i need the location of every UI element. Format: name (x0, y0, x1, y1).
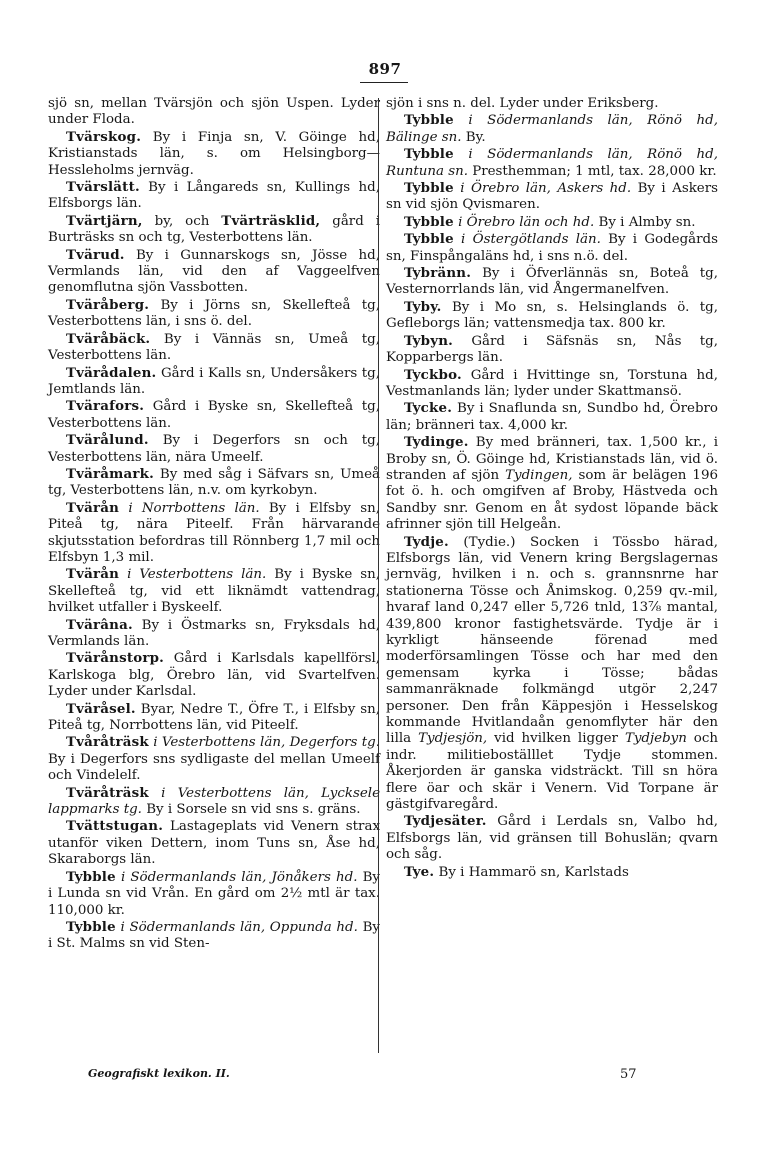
lexicon-entry (48, 617, 380, 651)
entry-headword: Tväråsel. (66, 700, 136, 717)
entry-headword: Tybränn. (404, 265, 472, 282)
right-column (386, 96, 718, 881)
entry-text: vid hvilken ligger (487, 731, 625, 747)
entry-text: (Tydie.) Socken i Tössbo härad, Elfsborgs län, vid Venern kring Bergslagernas jernväg, hvilken i n. och s. grannsnrne har stationerna Tösse och Ånimskog. 0,259 qv.-mil, hvaraf land 0,247 eller 5,726 tnld, 13⅞ mantal, 439,800 kronor fastighetsvärde. Tydje är i kyrkligt hänseende förenad med moderförsamlingen Tösse och har med den gemensam kyrka i Tösse; bådas sammanräknade folkmängd utgör 2,247 personer. Den från Käppesjön i Hesselskog kommande Hvitlandaån genomflyter här den lilla (386, 534, 718, 747)
entry-headword: Tvärud. (66, 246, 125, 263)
entry-text: Gård i Hvittinge sn, Torstuna hd, Vestmanlands län; lyder under Skattmansö. (386, 367, 718, 399)
entry-text: By i Byske sn, Skellefteå tg, vid ett liknämdt vattendrag, hvilket utfaller i Byskeelf. (48, 567, 380, 616)
entry-headword: Tydje. (404, 533, 449, 550)
entry-location: i Örebro län, Askers hd. (453, 181, 632, 197)
lexicon-entry (386, 265, 718, 299)
entry-text: By i Degerfors sn och tg, Vesterbottens län, nära Umeelf. (48, 433, 380, 465)
entry-headword: Tvärån (66, 499, 120, 516)
entry-text: By i Långareds sn, Kullings hd, Elfsborgs län. (48, 180, 380, 212)
entry-text: och indr. militieboställlet Tydje stommen. Åkerjorden är ganska vidsträckt. Till sn höra flere öar och skär i Venern. Vid Torpane är gästgifvaregård. (386, 731, 718, 813)
entry-text: By i Degerfors sns sydligaste del mellan Umeelf och Vindelelf. (48, 751, 380, 784)
lexicon-entry (48, 213, 380, 247)
entry-text: gård i Burträsks sn och tg, Vesterbottens län. (48, 213, 380, 246)
lexicon-entry (386, 864, 718, 881)
entry-location: i Vesterbottens län, Degerfors tg. (148, 735, 380, 751)
entry-headword: Tvärådalen. (66, 364, 157, 381)
lexicon-entry (48, 500, 380, 567)
entry-text: Gård i Byske sn, Skellefteå tg, Vesterbottens län. (48, 399, 380, 431)
footer-source: Geografiskt lexikon. II. (88, 1067, 230, 1080)
entry-text: sjö sn, mellan Tvärsjön och sjön Uspen. Lyder under Floda. (48, 96, 380, 128)
lexicon-entry (386, 534, 718, 814)
entry-headword: Tvärån (66, 566, 120, 583)
entry-text: By i Sorsele sn vid sns s. gräns. (141, 802, 361, 818)
entry-text: By i Gunnarskogs sn, Jösse hd, Vermlands län, vid den af Vaggeelfven genomflutna sjön Vassbotten. (48, 247, 380, 296)
entry-headword: Tvättstugan. (66, 818, 164, 835)
entry-text: By med bränneri, tax. 1,500 kr., i Broby sn, Ö. Göinge hd, Kristianstads län, vid ö. stranden af sjön (386, 435, 718, 483)
lexicon-entry (48, 566, 380, 616)
entry-headword: Tybble (66, 918, 116, 935)
lexicon-entry (48, 919, 380, 953)
entry-headword: Tydjesäter. (404, 813, 487, 830)
lexicon-entry (48, 869, 380, 919)
header-rule (360, 82, 408, 83)
entry-headword: Tye. (404, 863, 435, 880)
entry-text: By i Elfsby sn, Piteå tg, nära Piteelf. Från härvarande skjutsstation befordras till Rönnberg 1,7 mil och Elfsbyn 1,3 mil. (48, 500, 380, 565)
entry-location: i Vesterbottens län, Lycksele lappmarks tg. (48, 785, 380, 818)
entry-headword: Tvärånstorp. (66, 650, 165, 667)
entry-text: By i Godegårds sn, Finspångaläns hd, i sns n.ö. del. (386, 232, 718, 264)
entry-text: by, och (142, 213, 222, 229)
entry-headword: Tväråträsk (66, 784, 149, 801)
entry-text: By i Mo sn, s. Helsinglands ö. tg, Gefleborgs län; vattensmedja tax. 800 kr. (386, 299, 718, 332)
entry-text: Lastageplats vid Venern strax utanför viken Dettern, inom Tuns sn, Åse hd, Skaraborgs län. (48, 819, 380, 868)
lexicon-entry (48, 701, 380, 735)
entry-headword: Tybble (66, 868, 116, 885)
entry-location: i Södermanlands län, Oppunda hd. (115, 919, 358, 935)
entry-italic-name: Tydingen, (505, 467, 573, 483)
lexicon-entry (48, 365, 380, 399)
lexicon-entry (386, 231, 718, 265)
entry-headword: Tybyn. (404, 332, 454, 349)
lexicon-entry (386, 214, 718, 231)
entry-headword: Tvärålund. (66, 432, 149, 449)
lexicon-entry (386, 367, 718, 401)
lexicon-entry (48, 331, 380, 365)
entry-location: i Örebro län och hd. (453, 214, 595, 230)
lexicon-entry (48, 734, 380, 784)
entry-headword: Tyby. (404, 298, 442, 315)
entry-text: Gård i Lerdals sn, Valbo hd, Elfsborgs län, vid gränsen till Bohuslän; qvarn och såg. (386, 814, 718, 863)
entry-headword: Tvärslätt. (66, 179, 140, 196)
lexicon-entry (386, 333, 718, 367)
entry-italic-name: Tydjebyn (624, 731, 687, 747)
entry-text: By. (461, 129, 486, 145)
column-divider (378, 98, 379, 1053)
lexicon-entry (386, 434, 718, 533)
entry-text: By i Östmarks sn, Fryksdals hd, Vermlands län. (48, 617, 380, 649)
entry-headword: Tycke. (404, 400, 453, 417)
entry-text: By i Jörns sn, Skellefteå tg, Vesterbottens län, i sns ö. del. (48, 297, 380, 330)
lexicon-entry (48, 297, 380, 331)
entry-headword: Tybble (404, 146, 454, 163)
page-number: 897 (368, 60, 402, 78)
entry-location: i Vesterbottens län. (119, 567, 267, 583)
entry-headword: Tybble (404, 180, 454, 197)
entry-headword: Tväråberg. (66, 296, 150, 313)
footer-sheet-number: 57 (620, 1067, 637, 1082)
entry-text: By i Finja sn, V. Göinge hd, Kristianstads län, s. om Helsingborg—Hessleholms jernväg. (48, 129, 380, 178)
entry-text: By i Lunda sn vid Vrån. En gård om 2½ mtl är tax. 110,000 kr. (48, 869, 380, 918)
entry-text: By med såg i Säfvars sn, Umeå tg, Vesterbottens län, n.v. om kyrkobyn. (48, 466, 380, 499)
lexicon-entry (48, 432, 380, 466)
lexicon-entry (48, 785, 380, 819)
lexicon-entry (386, 146, 718, 180)
entry-text: som är belägen 196 fot ö. h. och omgifven af Broby, Hästveda och Sandby snr. Genom en åt sydost löpande bäck afrinner sjön till Helgeån. (386, 467, 718, 533)
left-column (48, 96, 380, 953)
lexicon-entry (386, 180, 718, 214)
entry-italic-name: Tydjesjön, (418, 731, 488, 747)
entry-headword: Tydinge. (404, 434, 469, 451)
entry-text: Byar, Nedre T., Öfre T., i Elfsby sn, Piteå tg, Norrbottens län, vid Piteelf. (48, 701, 380, 734)
lexicon-entry (386, 299, 718, 333)
entry-headword: Tvåråträsk (66, 734, 149, 751)
entry-text: Gård i Säfsnäs sn, Nås tg, Kopparbergs län. (386, 333, 718, 366)
entry-headword: Tybble (404, 112, 454, 129)
entry-location: i Södermanlands län, Jönåkers hd. (115, 869, 358, 885)
lexicon-entry (48, 398, 380, 432)
lexicon-entry (48, 650, 380, 700)
entry-headword: Tybble (404, 231, 454, 248)
entry-headword: Tvärtjärn, (66, 212, 143, 229)
entry-text: By i Snaflunda sn, Sundbo hd, Örebro län; bränneri tax. 4,000 kr. (386, 401, 718, 433)
entry-headword: Tvärträsklid, (221, 212, 321, 229)
entry-location: i Södermanlands län, Rönö hd, Runtuna sn. (386, 147, 718, 179)
entry-text: Gård i Karlsdals kapellförsl, Karlskoga blg, Örebro län, vid Svartelfven. Lyder under Karlsdal. (48, 651, 380, 700)
entry-location: i Östergötlands län. (453, 232, 601, 248)
lexicon-entry (48, 96, 380, 129)
lexicon-entry (386, 813, 718, 863)
lexicon-entry (48, 179, 380, 213)
entry-text: sjön i sns n. del. Lyder under Eriksberg. (386, 96, 659, 111)
entry-text: By i Askers sn vid sjön Qvismaren. (386, 181, 719, 213)
entry-text: Gård i Kalls sn, Undersåkers tg, Jemtlands län. (48, 365, 380, 397)
entry-text: By i Vännäs sn, Umeå tg, Vesterbottens län. (48, 331, 380, 364)
entry-headword: Tyckbo. (404, 366, 462, 383)
entry-headword: Tvärskog. (66, 128, 142, 145)
entry-text: By i Hammarö sn, Karlstads (434, 864, 629, 880)
lexicon-entry (48, 818, 380, 868)
entry-headword: Tvärafors. (66, 398, 145, 415)
lexicon-entry (386, 400, 718, 434)
entry-headword: Tväråmark. (66, 465, 154, 482)
lexicon-entry (386, 96, 718, 112)
entry-text: By i St. Malms sn vid Sten- (48, 919, 380, 952)
entry-text: By i Almby sn. (594, 214, 696, 230)
entry-headword: Tväråbäck. (66, 330, 151, 347)
lexicon-entry (48, 466, 380, 500)
lexicon-entry (48, 247, 380, 297)
entry-text: Presthemman; 1 mtl, tax. 28,000 kr. (467, 163, 717, 179)
entry-headword: Tybble (404, 213, 454, 230)
lexicon-entry (48, 129, 380, 179)
lexicon-entry (386, 112, 718, 146)
entry-text: By i Öfverlännäs sn, Boteå tg, Vesternorrlands län, vid Ångermanelfven. (386, 266, 718, 298)
entry-location: i Södermanlands län, Rönö hd, Bälinge sn. (386, 113, 718, 145)
entry-headword: Tvärâna. (66, 616, 133, 633)
entry-location: i Norrbottens län. (119, 500, 260, 516)
